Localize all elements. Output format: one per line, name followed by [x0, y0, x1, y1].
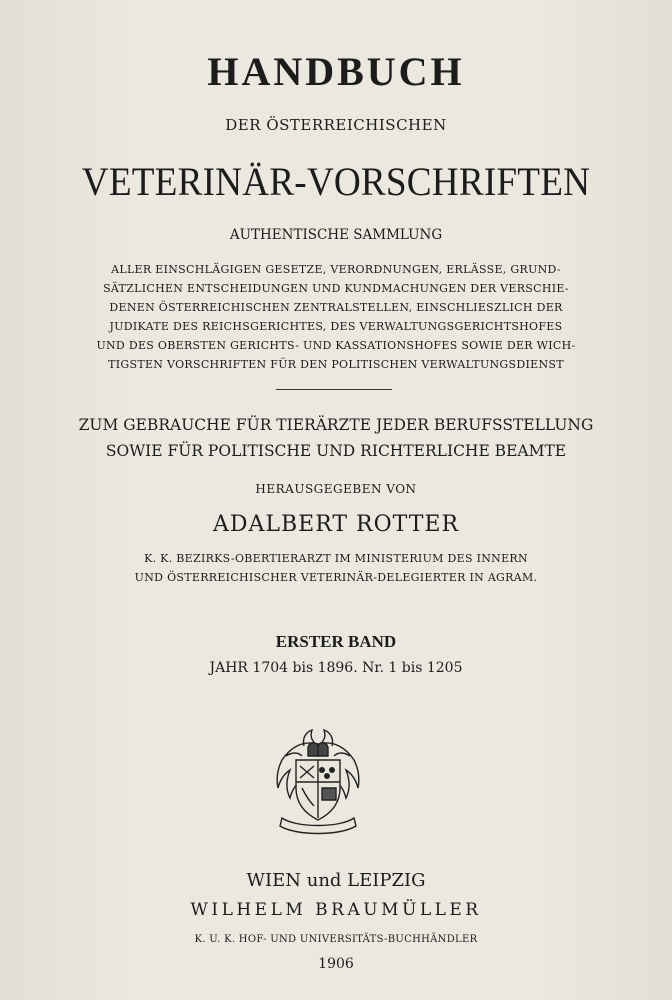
book-subtitle: DER ÖSTERREICHISCHEN — [225, 116, 447, 134]
description-line: UND DES OBERSTEN GERICHTS- UND KASSATIONSHOFES SOWIE DER WICH- — [96, 339, 576, 352]
author-affiliation — [0, 550, 672, 587]
affiliation-line: K. K. BEZIRKS-OBERTIERARZT IM MINISTERIUM DES INNERN — [144, 552, 528, 565]
usage-line: ZUM GEBRAUCHE FÜR TIERÄRZTE JEDER BERUFSSTELLUNG — [78, 416, 594, 434]
publication-cities: WIEN und LEIPZIG — [246, 870, 426, 891]
description-line: SÄTZLICHEN ENTSCHEIDUNGEN UND KUNDMACHUNGEN DER VERSCHIE- — [103, 282, 569, 295]
volume-label: ERSTER BAND — [275, 632, 397, 651]
coat-of-arms-icon — [272, 726, 364, 838]
description-line: DENEN ÖSTERREICHISCHEN ZENTRALSTELLEN, EINSCHLIESZLICH DER — [109, 301, 563, 314]
collection-label: AUTHENTISCHE SAMMLUNG — [229, 227, 443, 243]
publisher-name: WILHELM BRAUMÜLLER — [190, 900, 482, 920]
author-name: ADALBERT ROTTER — [212, 512, 460, 537]
usage-note — [0, 412, 672, 464]
editor-intro: HERAUSGEGEBEN VON — [255, 482, 417, 496]
book-title: HANDBUCH — [207, 49, 465, 94]
publisher-title: K. U. K. HOF- UND UNIVERSITÄTS-BUCHHÄNDLER — [194, 934, 478, 945]
usage-line: SOWIE FÜR POLITISCHE UND RICHTERLICHE BEAMTE — [105, 442, 567, 460]
affiliation-line: UND ÖSTERREICHISCHER VETERINÄR-DELEGIERTER IN AGRAM. — [134, 570, 538, 584]
description-line: TIGSTEN VORSCHRIFTEN FÜR DEN POLITISCHEN VERWALTUNGSDIENST — [108, 358, 564, 371]
description — [0, 260, 672, 374]
description-line: ALLER EINSCHLÄGIGEN GESETZE, VERORDNUNGEN, ERLÄSSE, GRUND- — [111, 263, 561, 276]
volume-range: JAHR 1704 bis 1896. Nr. 1 bis 1205 — [209, 660, 463, 676]
publication-year: 1906 — [318, 956, 354, 972]
book-main-title: VETERINÄR-VORSCHRIFTEN — [81, 159, 591, 204]
divider — [276, 389, 392, 390]
description-line: JUDIKATE DES REICHSGERICHTES, DES VERWALTUNGSGERICHTSHOFES — [109, 320, 563, 333]
